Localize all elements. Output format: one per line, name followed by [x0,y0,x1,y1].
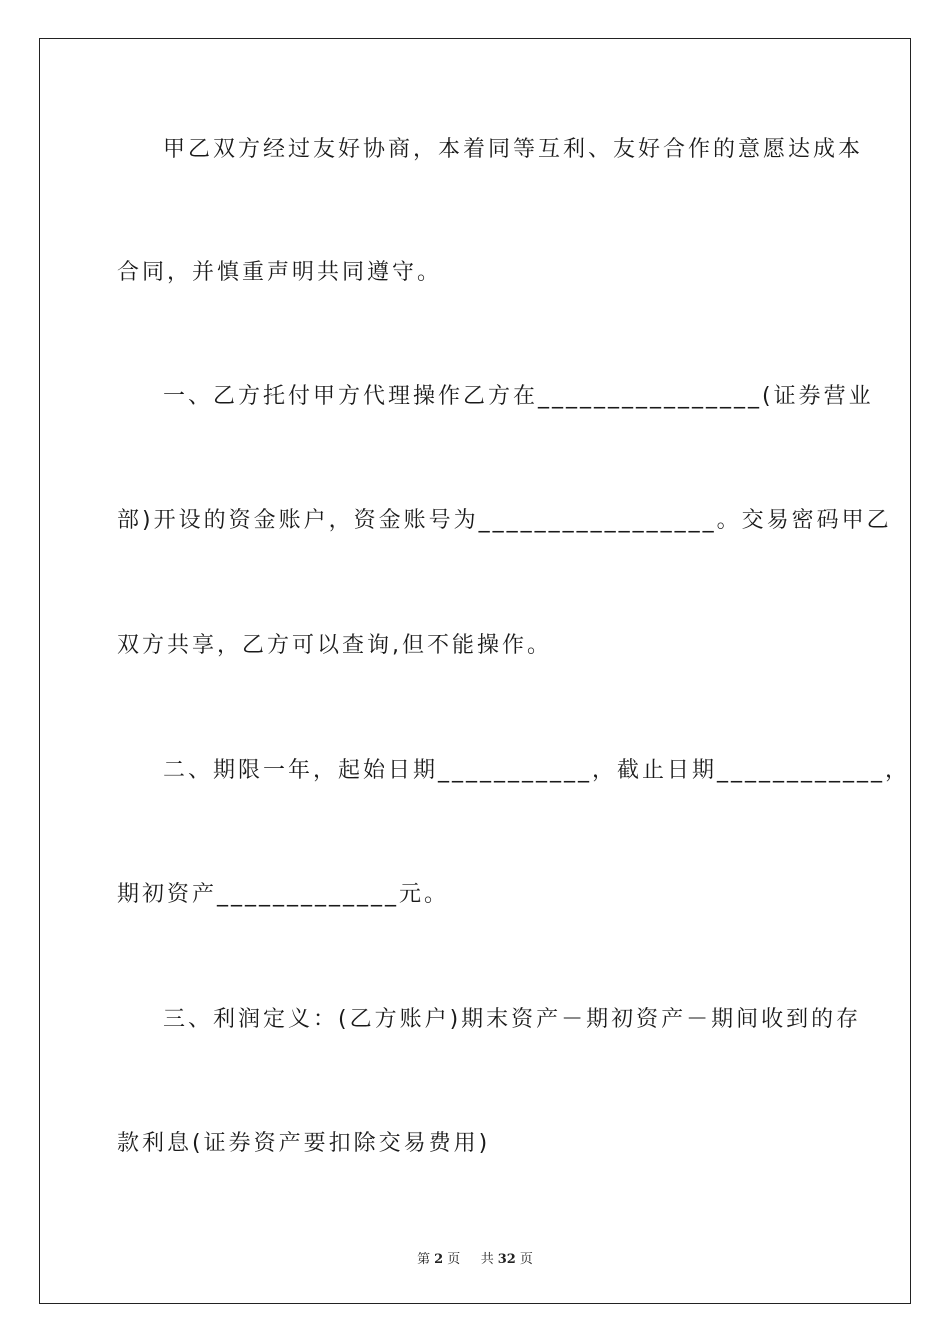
clause-2-line-1: 二、期限一年，起始日期___________，截止日期____________， [163,758,911,783]
paragraph-1-line-2: 合同，并慎重声明共同遵守。 [117,260,443,285]
clause-1-line-2: 部)开设的资金账户，资金账号为_________________。交易密码甲乙 [117,508,892,533]
page-border [39,38,911,1304]
paragraph-1-line-1: 甲乙双方经过友好协商，本着同等互利、友好合作的意愿达成本 [163,137,864,162]
footer-total-prefix: 共 [480,1252,494,1267]
footer-total-suffix: 页 [519,1252,533,1267]
clause-1-line-1: 一、乙方托付甲方代理操作乙方在________________(证券营业 [163,384,874,409]
footer-page-prefix: 第 [417,1252,431,1267]
clause-2-line-2: 期初资产_____________元。 [117,882,450,907]
page-footer [0,1248,950,1267]
clause-3-line-1: 三、利润定义：(乙方账户)期末资产－期初资产－期间收到的存 [163,1007,862,1032]
clause-1-line-3: 双方共享，乙方可以查询,但不能操作。 [117,633,552,658]
footer-page-number: 2 [434,1252,444,1267]
clause-3-line-2: 款利息(证券资产要扣除交易费用) [117,1131,491,1156]
footer-page-suffix: 页 [447,1252,461,1267]
footer-total-pages: 32 [497,1252,516,1267]
